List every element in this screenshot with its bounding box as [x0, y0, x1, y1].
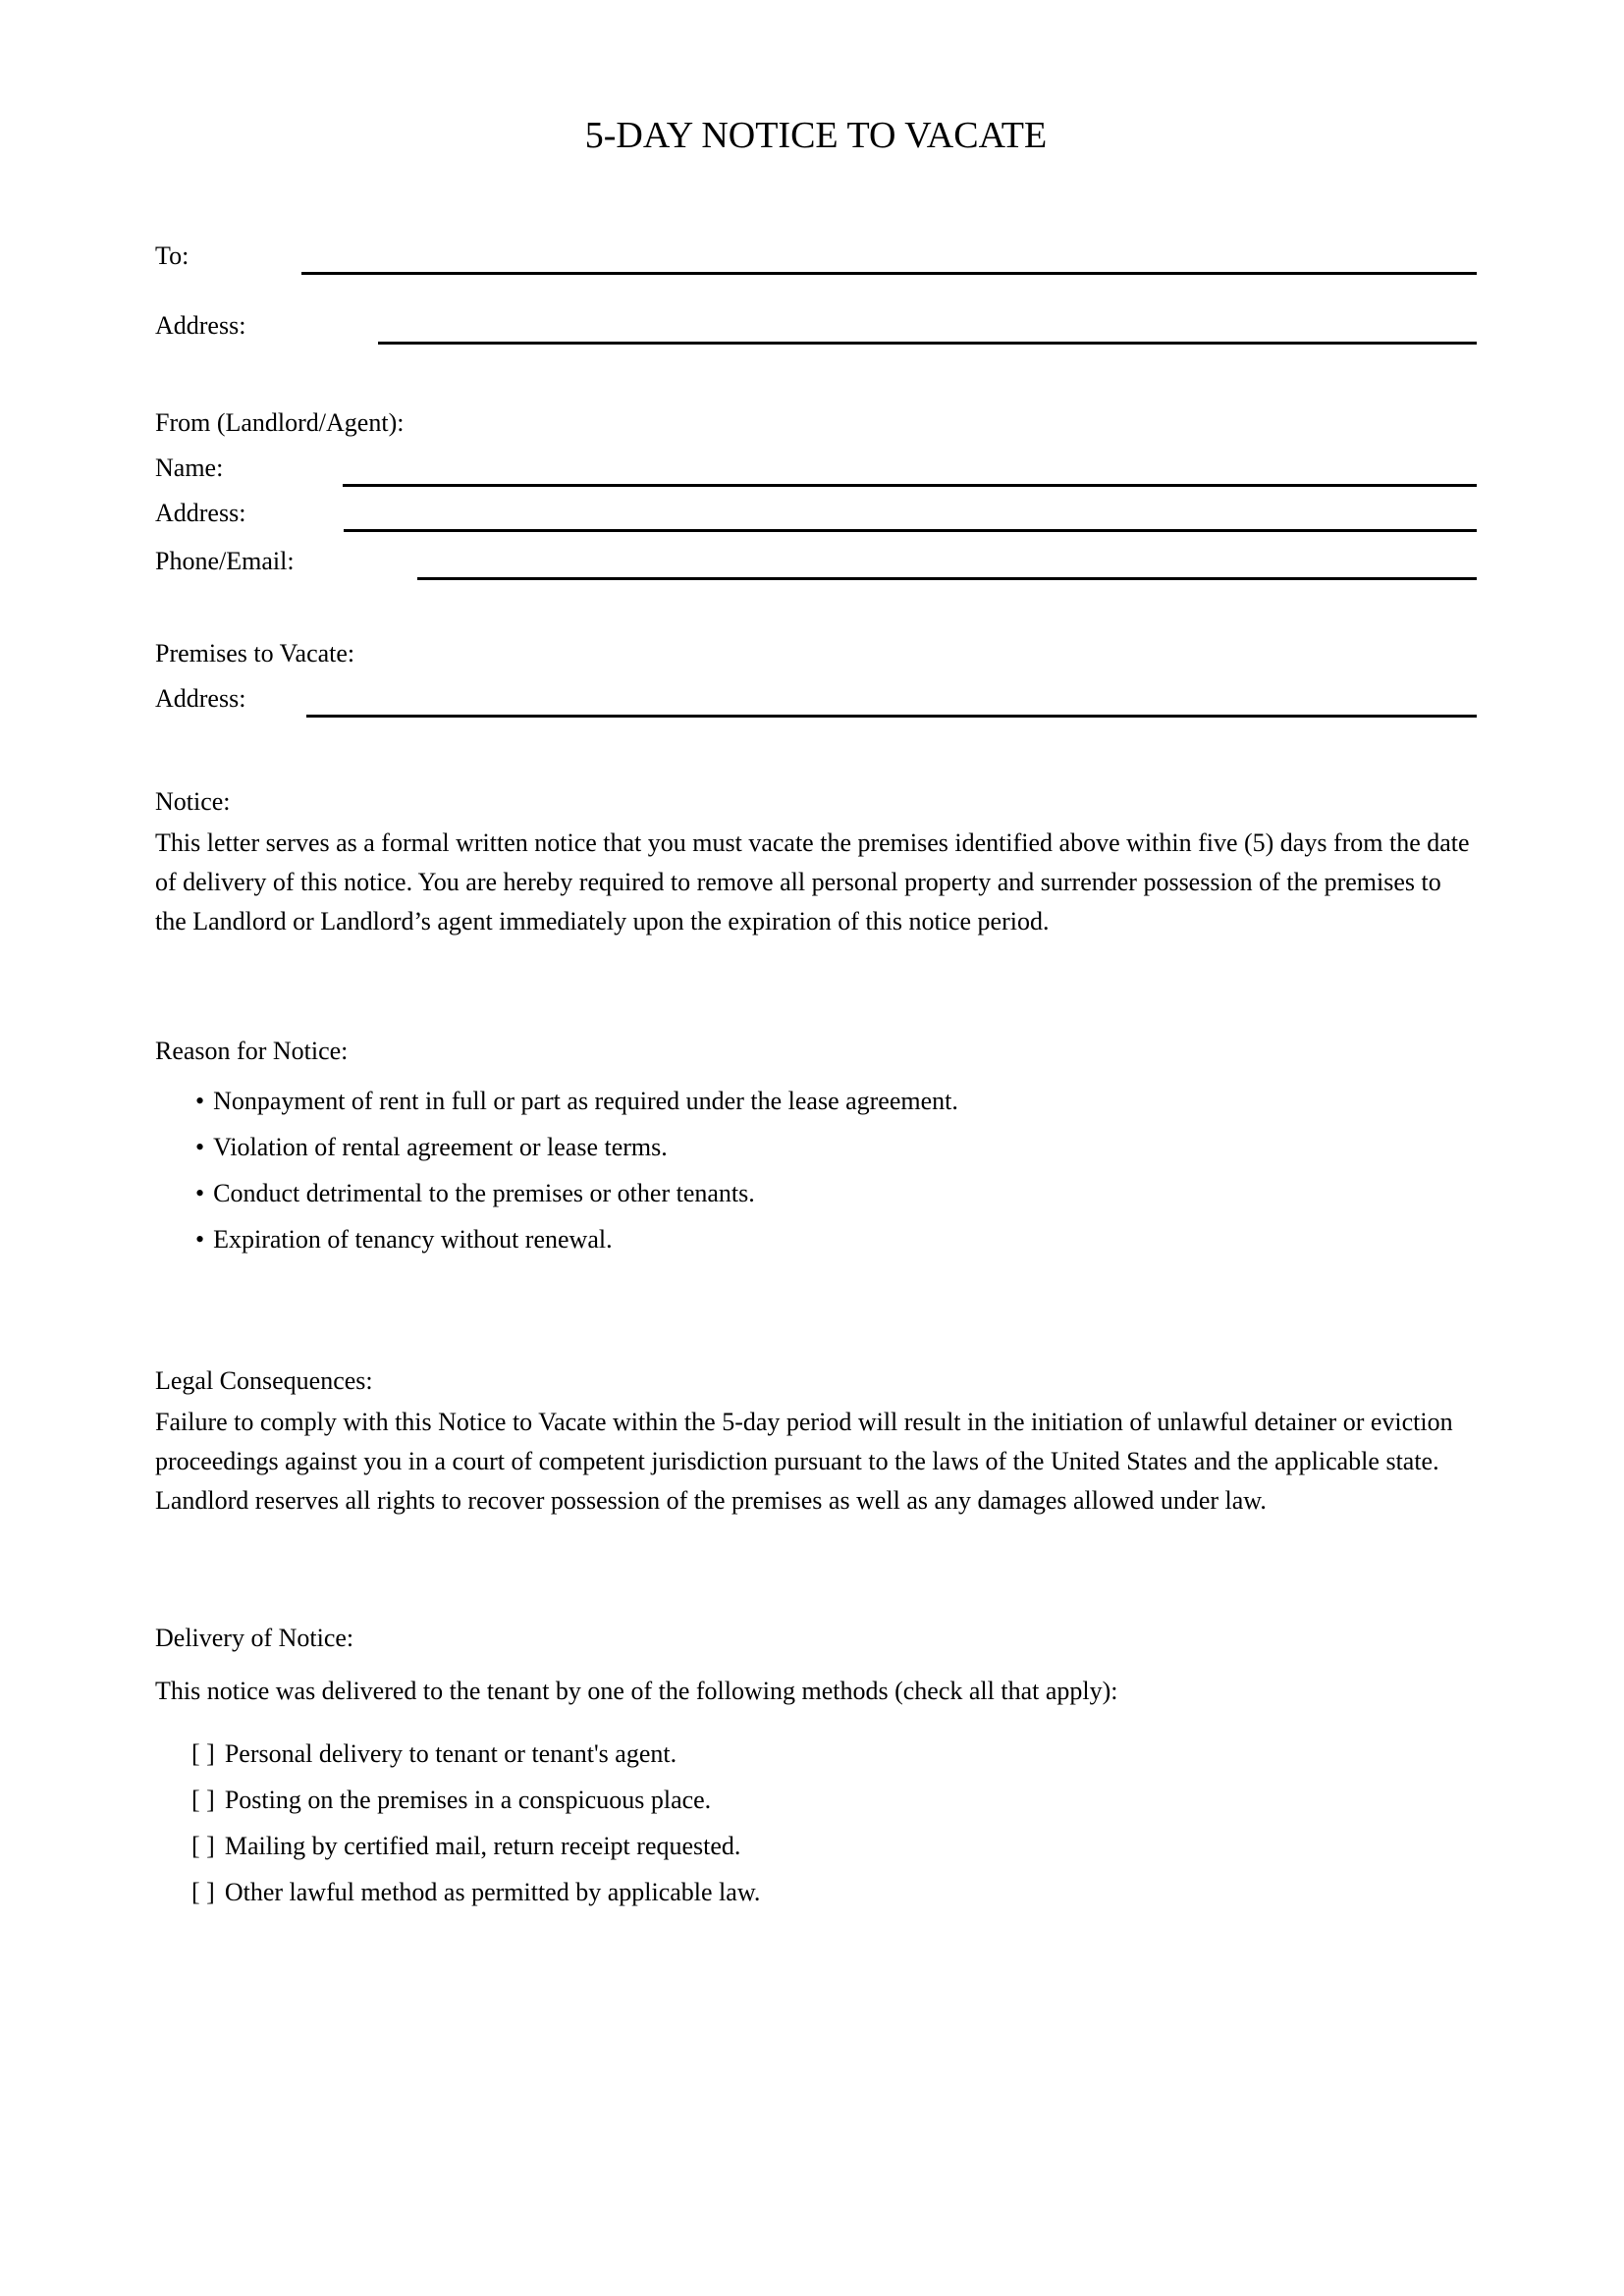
notice-body-paragraph: This letter serves as a formal written notice that you must vacate the premises identified above within five (5) days from the date of delivery of this notice. You are hereby required to remove all personal property and surrender possession of the premises to the Landlord or Landlord’s agent immediately upon the expiration of this notice period. — [155, 828, 1470, 935]
delivery-method-item — [191, 1876, 1477, 1908]
checkbox-icon[interactable]: [ ] — [191, 1739, 215, 1768]
premises-address-label: Address: — [155, 684, 246, 713]
premises-address-blank-line[interactable] — [306, 715, 1477, 718]
reason-section-heading: Reason for Notice: — [155, 1037, 349, 1065]
from-name-blank-line[interactable] — [343, 484, 1477, 487]
from-phone-blank-line[interactable] — [417, 577, 1477, 580]
to-label: To: — [155, 241, 189, 270]
reason-list-item — [195, 1085, 1477, 1117]
delivery-method-text: Personal delivery to tenant or tenant's agent. — [224, 1739, 677, 1768]
from-phone-field-row — [155, 545, 1477, 577]
checkbox-icon[interactable]: [ ] — [191, 1878, 215, 1906]
reason-item-text: Nonpayment of rent in full or part as required under the lease agreement. — [213, 1087, 958, 1115]
from-phone-label: Phone/Email: — [155, 547, 295, 575]
from-name-field-row — [155, 452, 1477, 484]
to-field-row — [155, 240, 1477, 272]
delivery-method-item — [191, 1737, 1477, 1770]
bullet-icon: • — [195, 1133, 205, 1161]
from-address-field-row — [155, 497, 1477, 529]
delivery-method-text: Other lawful method as permitted by applicable law. — [224, 1878, 761, 1906]
delivery-section-heading: Delivery of Notice: — [155, 1624, 354, 1652]
from-address-label: Address: — [155, 499, 246, 527]
bullet-icon: • — [195, 1087, 205, 1115]
to-address-field-row — [155, 309, 1477, 342]
delivery-method-item — [191, 1830, 1477, 1862]
checkbox-icon[interactable]: [ ] — [191, 1786, 215, 1814]
checkbox-icon[interactable]: [ ] — [191, 1832, 215, 1860]
bullet-icon: • — [195, 1225, 205, 1254]
delivery-method-list — [155, 1737, 1477, 1908]
premises-section-heading: Premises to Vacate: — [155, 639, 355, 667]
notice-section-heading: Notice: — [155, 787, 231, 816]
from-name-label: Name: — [155, 454, 224, 482]
from-address-blank-line[interactable] — [344, 529, 1477, 532]
page-title: 5-DAY NOTICE TO VACATE — [584, 115, 1048, 156]
to-blank-line[interactable] — [301, 272, 1477, 275]
reason-item-text: Expiration of tenancy without renewal. — [213, 1225, 613, 1254]
reason-list-item — [195, 1223, 1477, 1255]
legal-body-paragraph: Failure to comply with this Notice to Vacate within the 5-day period will result in the initiation of unlawful detainer or eviction proceedings against you in a court of competent jurisdiction pursuant to the laws of the United States and the applicable state. Landlord reserves all rights to recover possession of the premises as well as any damages allowed under law. — [155, 1408, 1453, 1515]
reason-list-item — [195, 1177, 1477, 1209]
premises-address-field-row — [155, 682, 1477, 715]
bullet-icon: • — [195, 1179, 205, 1207]
to-address-label: Address: — [155, 311, 246, 340]
delivery-intro-text: This notice was delivered to the tenant by one of the following methods (check all that apply): — [155, 1677, 1118, 1705]
reason-item-text: Conduct detrimental to the premises or other tenants. — [213, 1179, 755, 1207]
reason-list — [155, 1085, 1477, 1255]
legal-section-heading: Legal Consequences: — [155, 1366, 373, 1395]
to-address-blank-line[interactable] — [378, 342, 1477, 345]
delivery-method-text: Posting on the premises in a conspicuous place. — [224, 1786, 712, 1814]
from-section-heading: From (Landlord/Agent): — [155, 408, 405, 437]
delivery-method-text: Mailing by certified mail, return receipt requested. — [224, 1832, 741, 1860]
reason-item-text: Violation of rental agreement or lease terms. — [213, 1133, 668, 1161]
delivery-method-item — [191, 1784, 1477, 1816]
reason-list-item — [195, 1131, 1477, 1163]
